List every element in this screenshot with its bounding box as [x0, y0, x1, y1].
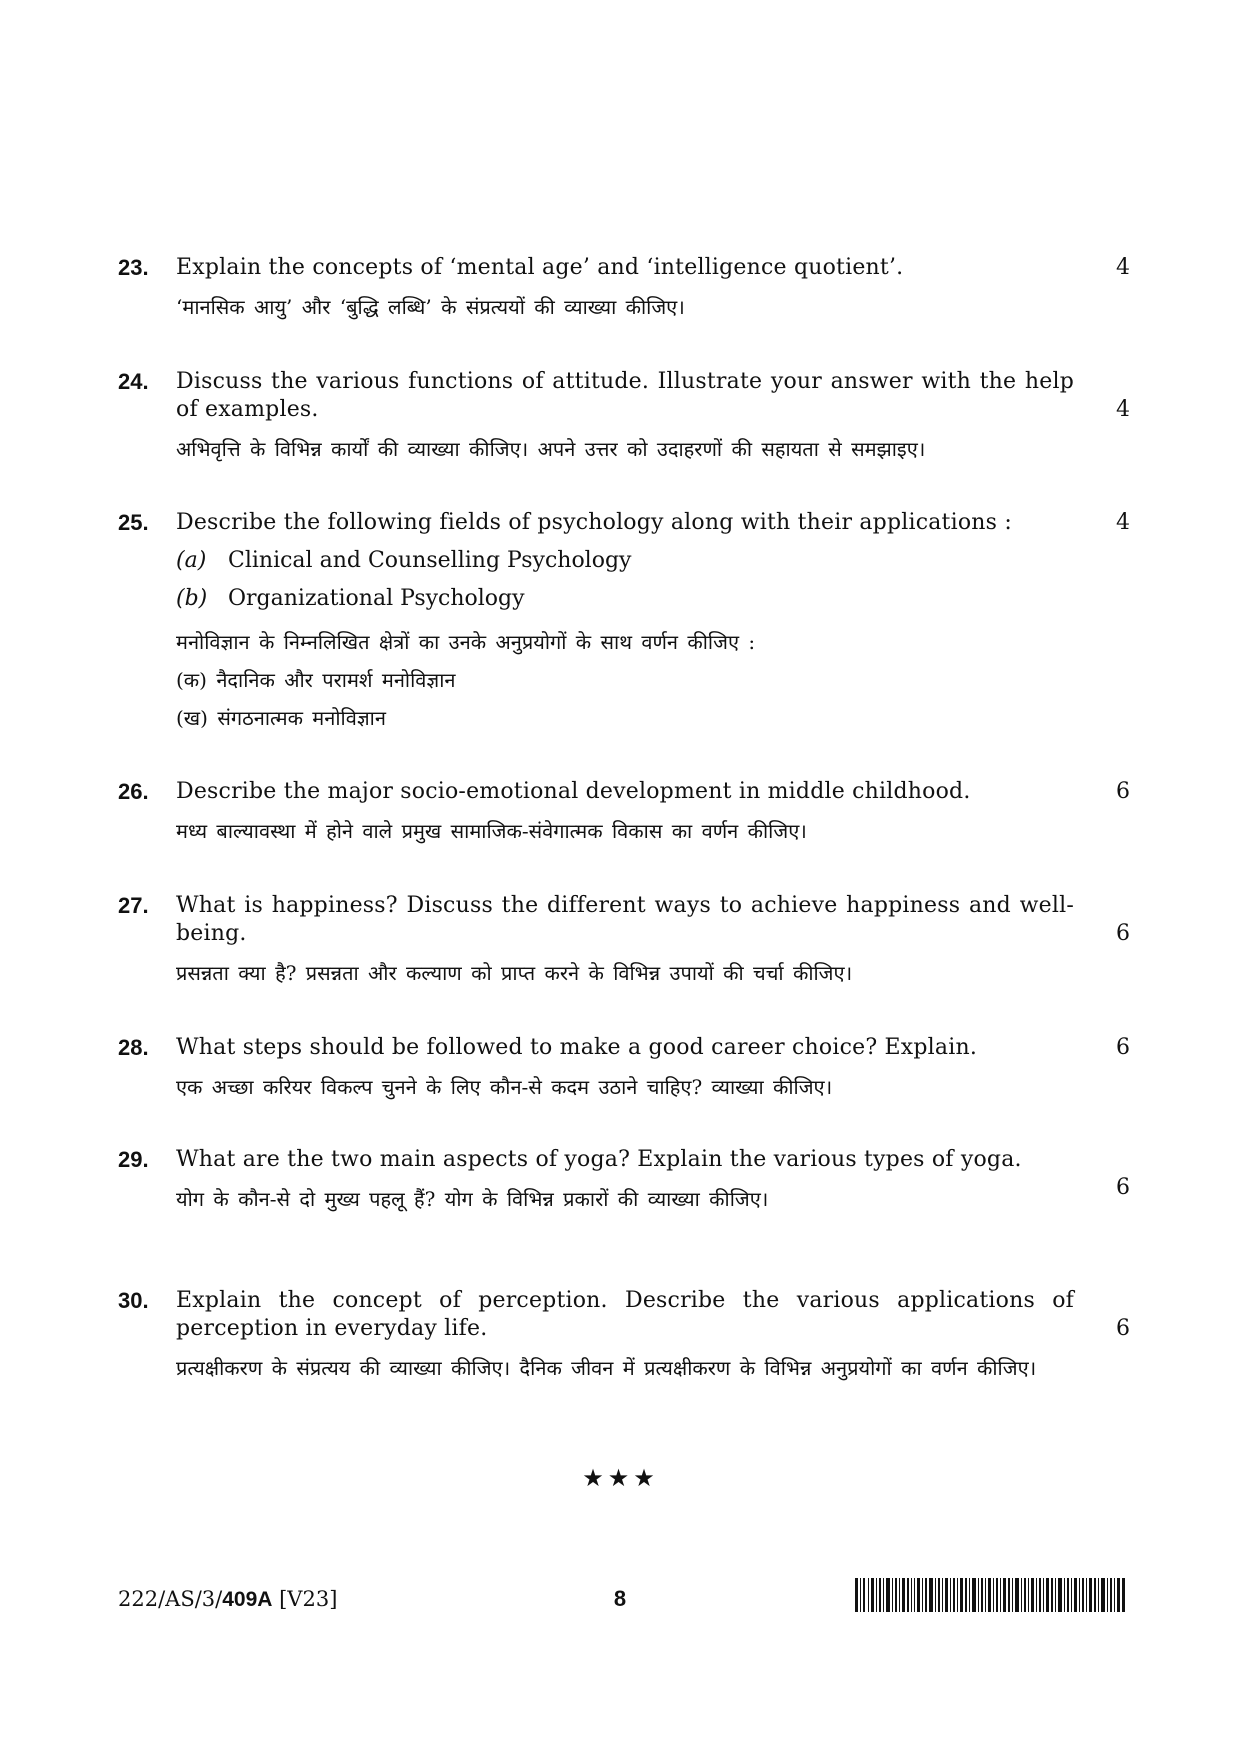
question-number: 30. — [118, 1288, 149, 1313]
question-text-en: What is happiness? Discuss the different ways to achieve happiness and well-being. — [176, 893, 1074, 946]
question-text-en: Explain the concept of perception. Describe the various applications of perception in everyday life. — [176, 1288, 1074, 1341]
question-number: 28. — [118, 1035, 149, 1060]
question-marks: 4 — [1116, 510, 1130, 535]
barcode — [855, 1578, 1125, 1612]
question-marks: 4 — [1116, 397, 1130, 422]
question-marks: 6 — [1116, 1316, 1130, 1341]
question-number: 25. — [118, 510, 149, 535]
question-marks: 6 — [1116, 779, 1130, 804]
question-25 — [118, 509, 1130, 733]
question-text-en: What are the two main aspects of yoga? Explain the various types of yoga. — [176, 1147, 1022, 1172]
question-text-en: Describe the major socio-emotional development in middle childhood. — [176, 779, 971, 804]
question-text-hi: अभिवृत्ति के विभिन्न कार्यों की व्याख्या कीजिए। अपने उत्तर को उदाहरणों की सहायता से समझाइए। — [176, 437, 926, 461]
question-text-hi: प्रत्यक्षीकरण के संप्रत्यय की व्याख्या कीजिए। दैनिक जीवन में प्रत्यक्षीकरण के विभिन्न अनुप्रयोगों का वर्णन कीजिए। — [176, 1356, 1037, 1380]
paper-code-prefix: 222/AS/3/ — [118, 1587, 223, 1611]
question-29 — [118, 1146, 1130, 1214]
end-of-paper-stars: ★★★ — [582, 1464, 659, 1492]
question-text-hi: एक अच्छा करियर विकल्प चुनने के लिए कौन-से कदम उठाने चाहिए? व्याख्या कीजिए। — [176, 1075, 833, 1099]
question-text-hi: प्रसन्नता क्या है? प्रसन्नता और कल्याण को प्राप्त करने के विभिन्न उपायों की चर्चा कीजिए। — [176, 961, 853, 985]
question-marks: 6 — [1116, 1175, 1130, 1200]
question-text-en: Discuss the various functions of attitude. Illustrate your answer with the help of examples. — [176, 369, 1074, 422]
sub-question-label: (a) — [176, 548, 207, 573]
question-30 — [118, 1287, 1130, 1383]
paper-code-suffix: [V23] — [272, 1587, 338, 1611]
question-text-hi: मनोविज्ञान के निम्नलिखित क्षेत्रों का उनके अनुप्रयोगों के साथ वर्णन कीजिए : — [176, 630, 756, 654]
question-text-en: Explain the concepts of ‘mental age’ and ‘intelligence quotient’. — [176, 255, 904, 280]
question-number: 23. — [118, 255, 149, 280]
question-28 — [118, 1034, 1130, 1102]
question-number: 27. — [118, 893, 149, 918]
question-marks: 6 — [1116, 1035, 1130, 1060]
sub-question-text: Clinical and Counselling Psychology — [228, 548, 632, 573]
question-24 — [118, 368, 1130, 464]
question-text-hi: योग के कौन-से दो मुख्य पहलू हैं? योग के विभिन्न प्रकारों की व्याख्या कीजिए। — [176, 1187, 769, 1211]
question-marks: 4 — [1116, 255, 1130, 280]
question-marks: 6 — [1116, 921, 1130, 946]
sub-question-hi-kha: (ख) संगठनात्मक मनोविज्ञान — [176, 706, 386, 730]
question-text-hi: ‘मानसिक आयु’ और ‘बुद्धि लब्धि’ के संप्रत्ययों की व्याख्या कीजिए। — [176, 295, 685, 319]
paper-code-bold: 409A — [222, 1588, 273, 1611]
sub-question-hi-ka: (क) नैदानिक और परामर्श मनोविज्ञान — [176, 668, 456, 692]
sub-question-label: (b) — [176, 586, 208, 611]
question-number: 24. — [118, 369, 149, 394]
page-number: 8 — [613, 1586, 627, 1611]
question-26 — [118, 778, 1130, 846]
sub-question-text: Organizational Psychology — [228, 586, 525, 611]
paper-code — [118, 1587, 337, 1612]
sub-question-a — [176, 547, 1074, 575]
question-23 — [118, 254, 1130, 322]
question-number: 26. — [118, 779, 149, 804]
question-27 — [118, 892, 1130, 988]
sub-question-b — [176, 585, 1074, 613]
question-text-en: What steps should be followed to make a good career choice? Explain. — [176, 1035, 978, 1060]
question-text-en: Describe the following fields of psychology along with their applications : — [176, 510, 1012, 535]
question-text-hi: मध्य बाल्यावस्था में होने वाले प्रमुख सामाजिक-संवेगात्मक विकास का वर्णन कीजिए। — [176, 819, 807, 843]
question-number: 29. — [118, 1147, 149, 1172]
